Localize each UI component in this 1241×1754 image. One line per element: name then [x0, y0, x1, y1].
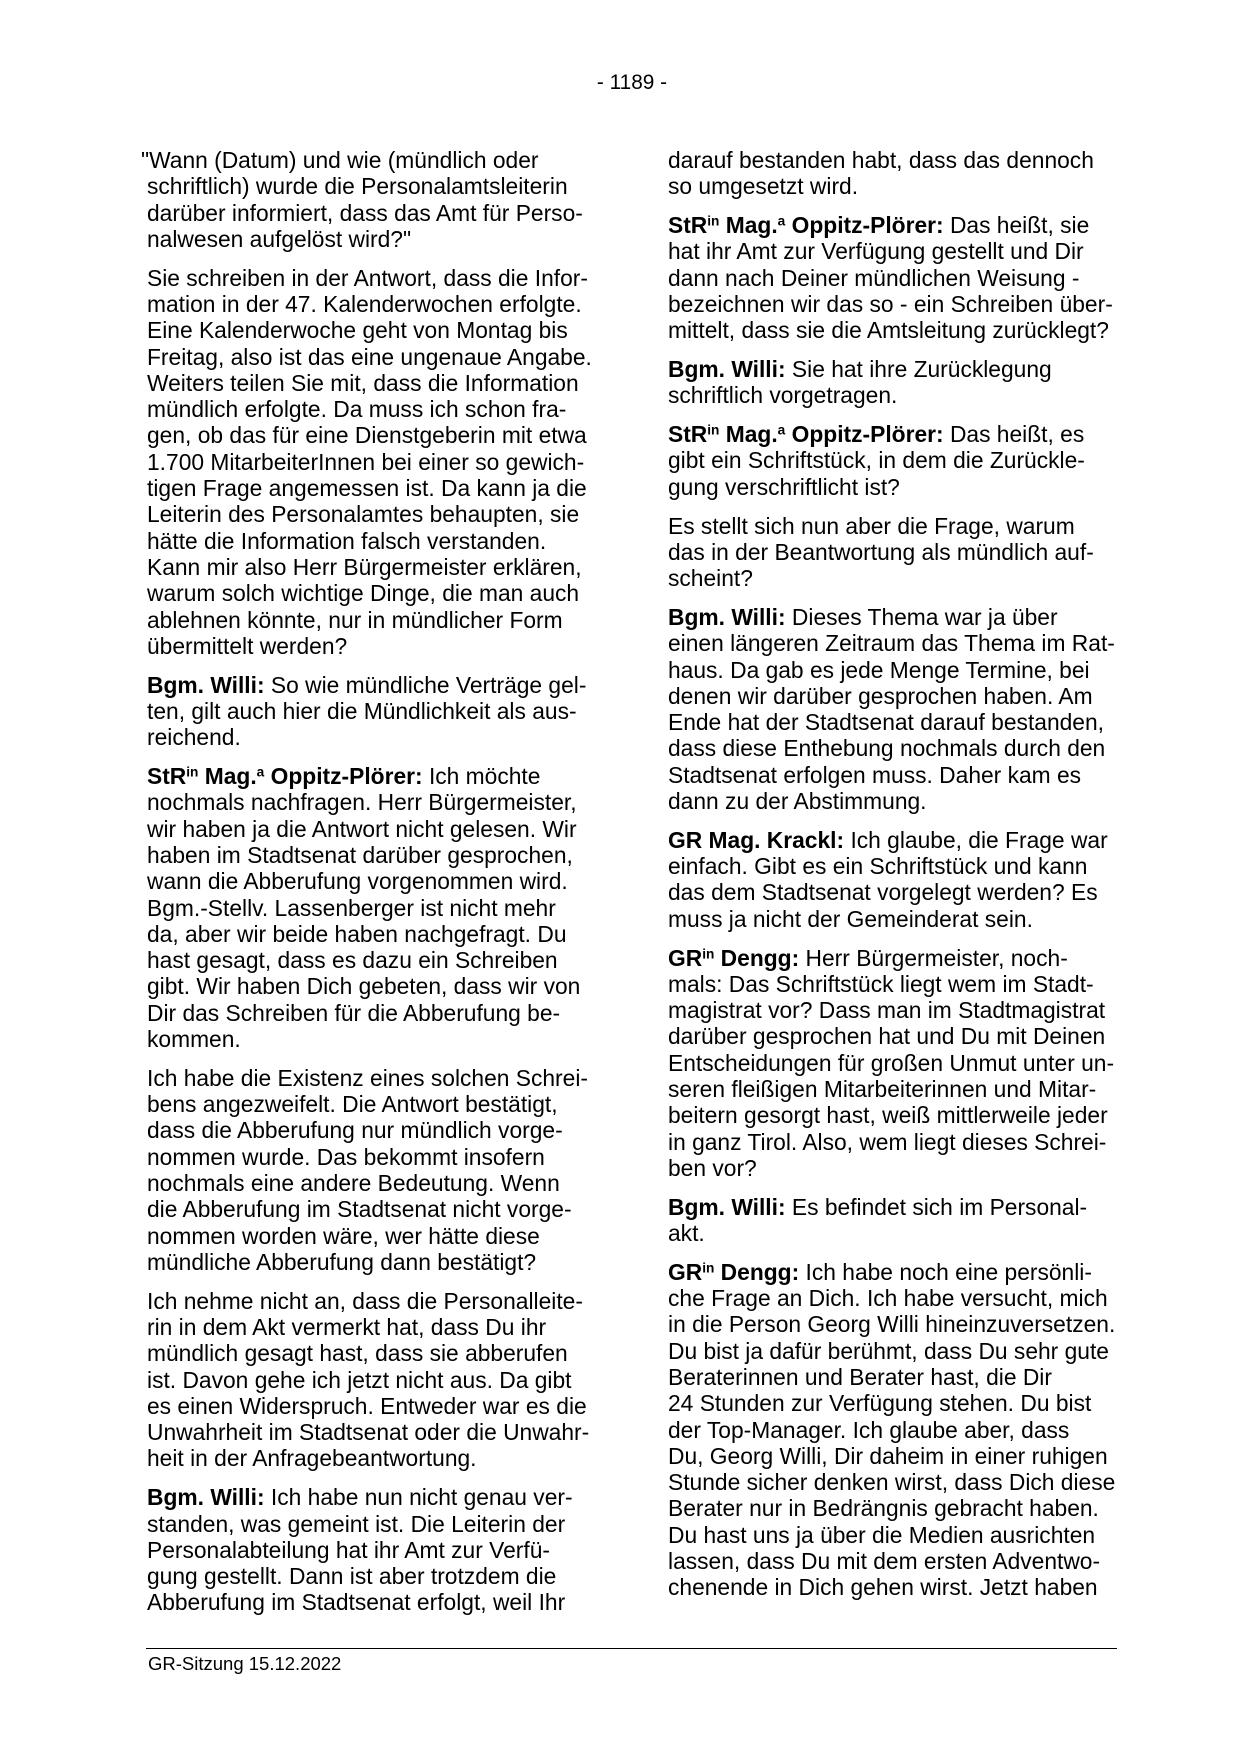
speaker-name-part: Mag. [719, 421, 778, 448]
footer-meeting-label: GR-Sitzung 15.12.2022 [148, 1653, 342, 1674]
speech-paragraph [668, 1259, 1117, 1601]
paragraph-text: Herr Bürgermeister, noch- mals: Das Schriftstück liegt wem im Stadt- magistrat vor? Dass man im Stadtmagistrat darüber gesprochen hat und Du mit Deinen Entscheidungen für großen Unmut unter un- seren fleißigen Mitarbeiterinnen und Mitar- beitern gesorgt hast, weiß mittlerweile jeder in ganz Tirol. Also, wem liegt dieses Schrei- ben vor? [668, 944, 1115, 1181]
speaker-superscript: in [186, 764, 199, 780]
speaker-name-part: GR [668, 1258, 703, 1285]
paragraph-text: Ich habe noch eine persönli- che Frage an Dich. Ich habe versucht, mich in die Person Georg Willi hineinzuversetzen. Du bist ja dafür berühmt, dass Du sehr gute Beraterinnen und Berater hast, die Dir 24 Stunden zur Verfügung stehen. Du bist der Top-Manager. Ich glaube aber, dass Du, Georg Willi, Dir daheim in einer ruhigen Stunde sicher denken wirst, dass Dich diese Berater nur in Bedrängnis gebracht haben. Du hast uns ja über die Medien ausrichten lassen, dass Du mit dem ersten Adventwo- chenende in Dich gehen wirst. Jetzt haben [668, 1258, 1116, 1601]
speaker-name-part: Bgm. Willi: [668, 1193, 786, 1220]
speech-paragraph [668, 356, 1117, 409]
speech-paragraph [147, 1484, 596, 1615]
speaker-name-part: Dengg: [714, 944, 800, 971]
speaker-name-part: Bgm. Willi: [668, 603, 786, 630]
text-paragraph [141, 147, 596, 252]
paragraph-text: Das heißt, es gibt ein Schriftstück, in dem die Zurückle- gung verschriftlicht ist? [668, 421, 1085, 500]
paragraph-text: Es befindet sich im Personal- akt. [668, 1193, 1088, 1246]
speaker-name-part: StR [668, 212, 708, 239]
speech-paragraph [668, 604, 1117, 814]
paragraph-text: Sie schreiben in der Antwort, dass die Infor- mation in der 47. Kalenderwochen erfolgte. Eine Kalenderwoche geht von Montag bis Freitag, also ist das eine ungenaue Angabe. Weiters teilen Sie mit, dass die Information mündlich erfolgte. Da muss ich schon fra- gen, ob das für eine Dienstgeberin mit etwa 1.700 MitarbeiterInnen bei einer so gewich- tigen Frage angemessen ist. Da kann ja die Leiterin des Personalamtes behaupten, sie hätte die Information falsch verstanden. Kann mir also Herr Bürgermeister erklären, warum solch wichtige Dinge, die man auch ablehnen könnte, nur in mündlicher Form übermittelt werden? [147, 264, 592, 659]
speaker-name-part: StR [147, 763, 187, 790]
paragraph-text: Ich möchte nochmals nachfragen. Herr Bürgermeister, wir haben ja die Antwort nicht gelesen. Wir haben im Stadtsenat darüber gesprochen, wann die Abberufung vorgenommen wird. Bgm.-Stellv. Lassenberger ist nicht mehr da, aber wir beide haben nachgefragt. Du hast gesagt, dass es dazu ein Schreiben gibt. Wir haben Dich gebeten, dass wir von Dir das Schreiben für die Abberufung be- kommen. [147, 763, 581, 1052]
text-paragraph [147, 265, 596, 659]
speaker-name-part: Oppitz-Plörer: [264, 763, 423, 790]
paragraph-text: Ich glaube, die Frage war einfach. Gibt es ein Schriftstück und kann das dem Stadtsenat vorgelegt werden? Es muss ja nicht der Gemeinderat sein. [668, 826, 1108, 932]
speaker-name-part: Bgm. Willi: [668, 356, 786, 383]
paragraph-text: Das heißt, sie hat ihr Amt zur Verfügung gestellt und Dir dann nach Deiner mündlichen Weisung - bezeichnen wir das so - ein Schreiben über- mittelt, dass sie die Amtsleitung zurücklegt? [668, 212, 1113, 344]
text-paragraph [147, 1065, 596, 1275]
paragraph-text: Ich habe die Existenz eines solchen Schrei- bens angezweifelt. Die Antwort bestätigt, dass die Abberufung nur mündlich vorge- nommen wurde. Das bekommt insofern nochmals eine andere Bedeutung. Wenn die Abberufung im Stadtsenat nicht vorge- nommen worden wäre, wer hätte diese mündliche Abberufung dann bestätigt? [147, 1064, 588, 1275]
speaker-superscript: in [707, 422, 720, 438]
speaker-name-part: Bgm. Willi: [147, 1484, 265, 1511]
speaker-superscript: in [702, 1260, 715, 1276]
speaker-superscript: in [707, 213, 720, 229]
speaker-label [668, 356, 786, 382]
speaker-superscript: a [777, 422, 786, 438]
speaker-name-part: Bgm. Willi: [147, 671, 265, 698]
speaker-label [668, 212, 944, 238]
speaker-label [147, 672, 265, 698]
speaker-label [147, 763, 423, 789]
speech-paragraph [147, 672, 596, 751]
speech-paragraph [668, 1194, 1117, 1247]
text-paragraph [668, 513, 1117, 592]
speaker-label [668, 421, 944, 447]
speaker-name-part: StR [668, 421, 708, 448]
paragraph-text: So wie mündliche Verträge gel- ten, gilt auch hier die Mündlichkeit als aus- reichend. [147, 671, 587, 751]
speech-paragraph [147, 763, 596, 1052]
speaker-label [668, 1259, 799, 1285]
speaker-name-part: Mag. [719, 212, 778, 239]
speaker-name-part: Mag. [198, 763, 257, 790]
speaker-superscript: a [777, 213, 786, 229]
speaker-label [147, 1484, 265, 1510]
speech-paragraph [668, 421, 1117, 500]
paragraph-text: darauf bestanden habt, dass das dennoch so umgesetzt wird. [668, 147, 1094, 200]
speaker-name-part: Dengg: [714, 1258, 800, 1285]
speaker-superscript: in [702, 946, 715, 961]
speaker-label [668, 827, 844, 853]
speaker-label [668, 945, 799, 971]
speaker-label [668, 604, 786, 630]
text-paragraph [147, 1288, 596, 1472]
speaker-name-part: GR [668, 944, 703, 971]
paragraph-text: Ich habe nun nicht genau ver- standen, was gemeint ist. Die Leiterin der Personalabteilung hat ihr Amt zur Verfü- gung gestellt. Dann ist aber trotzdem die Abberufung im Stadtsenat erfolgt, weil Ihr [147, 1484, 573, 1616]
paragraph-text: Es stellt sich nun aber die Frage, warum das in der Beantwortung als mündlich auf- scheint? [668, 512, 1094, 592]
speech-paragraph [668, 945, 1117, 1182]
speech-paragraph [668, 827, 1117, 932]
speaker-name-part: Oppitz-Plörer: [785, 421, 944, 448]
speaker-superscript: a [256, 764, 265, 780]
paragraph-text: "Wann (Datum) und wie (mündlich oder schriftlich) wurde die Personalamtsleiterin darüber informiert, dass das Amt für Perso- nalwesen aufgelöst wird?" [141, 147, 583, 252]
speaker-name-part: GR Mag. Krackl: [668, 826, 845, 853]
paragraph-text: Ich nehme nicht an, dass die Personalleite- rin in dem Akt vermerkt hat, dass Du ihr mündlich gesagt hast, dass sie abberufen ist. Davon gehe ich jetzt nicht aus. Da gibt es einen Widerspruch. Entweder war es die Unwahrheit im Stadtsenat oder die Unwahr- heit in der Anfragebeantwortung. [147, 1287, 590, 1472]
left-text-column [141, 147, 596, 1628]
paragraph-text: Sie hat ihre Zurücklegung schriftlich vorgetragen. [668, 356, 1052, 409]
page-number: - 1189 - [596, 71, 668, 94]
text-paragraph [668, 147, 1117, 200]
paragraph-text: Dieses Thema war ja über einen längeren Zeitraum das Thema im Rat- haus. Da gab es jede Menge Termine, bei denen wir darüber gesprochen haben. Am Ende hat der Stadtsenat darauf bestanden, dass diese Enthebung nochmals durch den Stadtsenat erfolgen muss. Daher kam es dann zu der Abstimmung. [668, 603, 1115, 815]
speech-paragraph [668, 212, 1117, 343]
speaker-name-part: Oppitz-Plörer: [785, 212, 944, 239]
right-text-column [668, 147, 1117, 1613]
speaker-label [668, 1194, 786, 1220]
footer-divider [146, 1648, 1117, 1649]
